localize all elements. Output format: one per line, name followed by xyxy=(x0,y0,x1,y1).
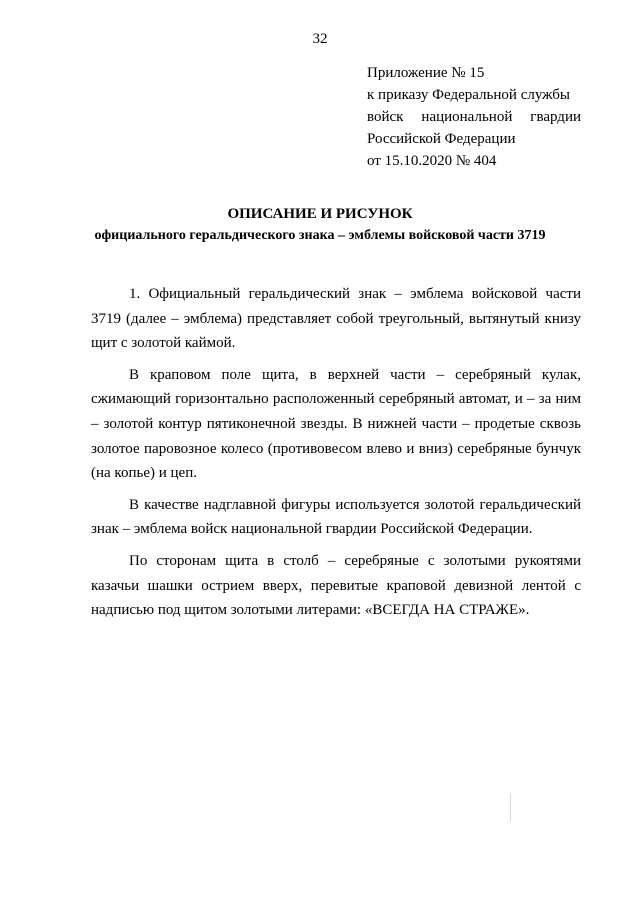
appendix-line: к приказу Федеральной службы xyxy=(367,87,571,103)
page-number: 32 xyxy=(312,31,328,47)
appendix-line: Приложение № 15 xyxy=(367,65,485,81)
appendix-line: войск национальной гвардии xyxy=(367,109,581,125)
appendix-line: Российской Федерации xyxy=(367,131,516,147)
document-body xyxy=(91,282,581,630)
scan-mark xyxy=(510,793,511,821)
paragraph: По сторонам щита в столб – серебряные с золотыми рукоятями казачьи шашки острием вверх, перевитые краповой девизной лентой с надписью под щитом золотыми литерами: «ВСЕГДА НА СТРАЖЕ». xyxy=(91,552,581,619)
paragraph: 1. Официальный геральдический знак – эмблема войсковой части 3719 (далее – эмблема) представляет собой треугольный, вытянутый книзу щит с золотой каймой. xyxy=(91,286,581,352)
document-subtitle: официального геральдического знака – эмблемы войсковой части 3719 xyxy=(94,228,546,243)
appendix-header xyxy=(367,62,581,172)
paragraph: В краповом поле щита, в верхней части – серебряный кулак, сжимающий горизонтально расположенный серебряный автомат, и – за ним – золотой контур пятиконечной звезды. В нижней части – продетые сквозь золотое паровозное колесо (противовесом влево и вниз) серебряные бунчук (на копье) и цеп. xyxy=(91,366,581,482)
paragraph: В качестве надглавной фигуры используется золотой геральдический знак – эмблема войск национальной гвардии Российской Федерации. xyxy=(91,496,581,538)
document-title: ОПИСАНИЕ И РИСУНОК xyxy=(227,206,413,222)
appendix-line: от 15.10.2020 № 404 xyxy=(367,153,497,169)
